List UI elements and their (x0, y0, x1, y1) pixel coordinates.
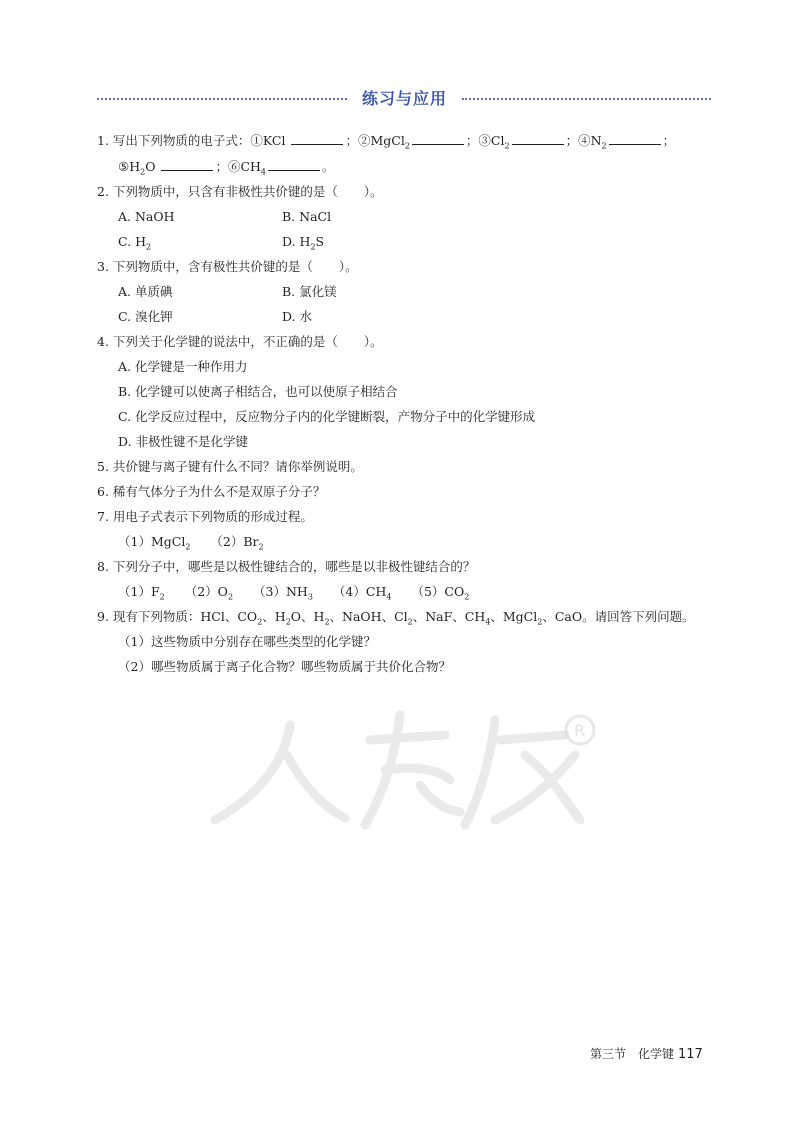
question-6: 6. 稀有气体分子为什么不是双原子分子？ (97, 484, 326, 499)
question-8-stem: 8. 下列分子中，哪些是以极性键结合的，哪些是以非极性键结合的？ (97, 559, 476, 574)
question-3-stem: 3. 下列物质中，含有极性共价键的是（ ）。 (97, 259, 358, 274)
answer-blank[interactable] (268, 158, 320, 171)
question-1-line-1: 1. 写出下列物质的电子式：①KCl ；②MgCl$_2$ ；$③Cl_2$ ；$④N_2$ ； (97, 133, 676, 151)
answer-blank[interactable] (412, 132, 464, 145)
option-d: D. $H_2S$ (282, 234, 325, 252)
question-9-part-2: （2）哪些物质属于离子化合物？哪些物质属于共价化合物？ (118, 659, 451, 674)
option-a: A. 化学键是一种作用力 (118, 359, 248, 374)
option-b: B. NaCl (282, 209, 332, 224)
page-number: 117 (678, 1047, 703, 1062)
option-c: C. 化学反应过程中，反应物分子内的化学键断裂，产物分子中的化学键形成 (118, 409, 536, 424)
option-d: D. 水 (282, 309, 313, 324)
section-title-row (97, 87, 711, 111)
question-7-stem: 7. 用电子式表示下列物质的形成过程。 (97, 509, 313, 524)
question-2-stem: 2. 下列物质中，只含有非极性共价键的是（ ）。 (97, 184, 383, 199)
question-5: 5. 共价键与离子键有什么不同？请你举例说明。 (97, 459, 363, 474)
answer-blank[interactable] (609, 132, 661, 145)
question-9-part-1: （1）这些物质中分别存在哪些类型的化学键？ (118, 634, 376, 649)
page-footer (590, 1045, 703, 1062)
dotted-rule-left (97, 98, 347, 100)
option-c: C. $H_2$ (118, 234, 152, 252)
svg-text:R: R (574, 721, 586, 740)
question-7-parts: （1）MgCl$_2$ $(2)Br_2$ (118, 534, 264, 552)
option-d: D. 非极性键不是化学键 (118, 434, 249, 449)
option-b: B. 化学键可以使离子相结合，也可以使原子相结合 (118, 384, 398, 399)
option-c: C. 溴化钾 (118, 309, 173, 324)
section-name: 第三节 化学键 (590, 1047, 675, 1061)
publisher-watermark-logo (195, 700, 595, 840)
section-title: 练习与应用 (361, 89, 447, 108)
answer-blank[interactable] (512, 132, 564, 145)
question-4-stem: 4. 下列关于化学键的说法中，不正确的是（ ）。 (97, 334, 383, 349)
option-b: B. 氯化镁 (282, 284, 337, 299)
answer-blank[interactable] (161, 158, 213, 171)
question-9-stem: 9. 现有下列物质：HCl、$CO_2$、$H_2O$、$H_2$、NaOH、$Cl_2$、NaF、$CH_4$、MgCl$_2$、CaO。请回答下列问题。 (97, 609, 695, 627)
question-1-line-2: $⑤H_2O$ ；$⑥CH_4$ 。 (118, 159, 335, 177)
option-a: A. NaOH (118, 209, 175, 224)
option-a: A. 单质碘 (118, 284, 173, 299)
answer-blank[interactable] (291, 132, 343, 145)
dotted-rule-right (462, 98, 711, 100)
question-8-parts: $(1)F_2$ $(2)O_2$ $(3)NH_3$ $(4)CH_4$ $(5)CO_2$ (118, 584, 470, 602)
